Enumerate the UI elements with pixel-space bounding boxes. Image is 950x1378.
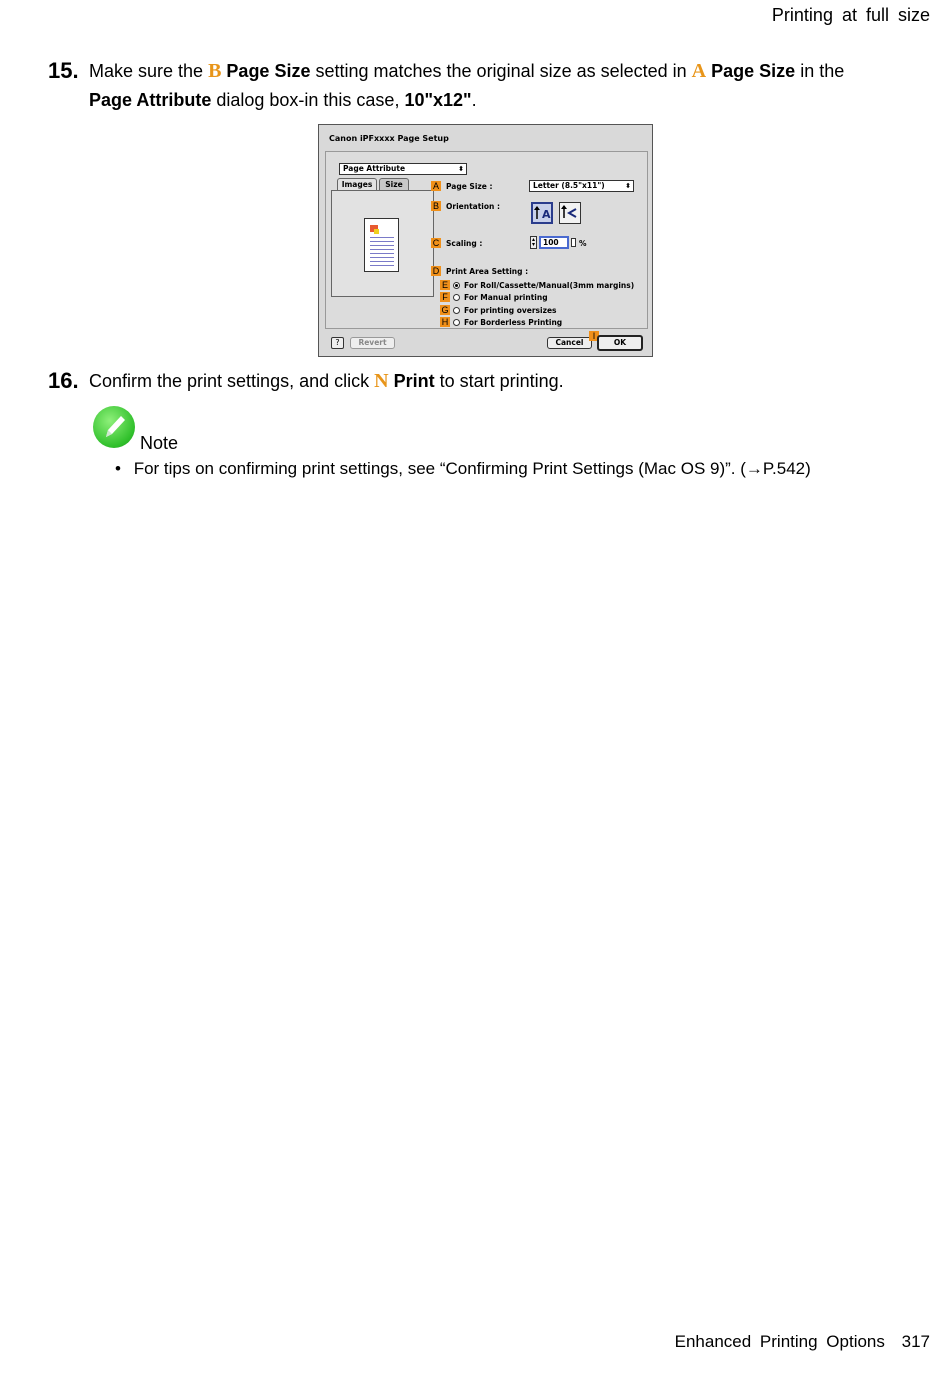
page-size-popup[interactable] <box>529 180 634 192</box>
page-attribute-popup[interactable] <box>339 163 467 175</box>
page-attribute-popup-label: Page Attribute <box>343 164 406 173</box>
preview-line <box>370 265 394 266</box>
step-16-bold-print: Print <box>393 371 435 391</box>
svg-text:A: A <box>542 208 551 221</box>
page-setup-dialog <box>318 124 653 357</box>
preview-line <box>370 237 394 238</box>
badge-b: B <box>432 201 439 211</box>
radio-label-oversizes: For printing oversizes <box>464 306 557 315</box>
step-15-number: 15. <box>48 58 79 83</box>
step-16-number: 16. <box>48 368 79 393</box>
note-item-text: For tips on confirming print settings, see “Confirming Print Settings (Mac OS 9)”. (→P.542) <box>133 459 811 478</box>
orientation-label: Orientation : <box>446 202 500 211</box>
cancel-button[interactable]: Cancel <box>547 337 592 349</box>
scaling-aux <box>571 238 576 247</box>
step-15-bold-size: 10"x12" <box>404 90 472 110</box>
page-footer <box>675 1332 930 1352</box>
revert-button[interactable]: Revert <box>350 337 395 349</box>
radio-borderless-printing[interactable] <box>453 319 460 326</box>
radio-label-roll: For Roll/Cassette/Manual(3mm margins) <box>464 281 635 290</box>
note-pencil-icon <box>93 406 135 448</box>
bullet: • <box>115 459 121 478</box>
marker-a: A <box>691 60 707 82</box>
step-15-text <box>89 57 909 115</box>
scaling-label: Scaling : <box>446 239 483 248</box>
preview-line <box>370 257 394 258</box>
running-header: Printing at full size <box>771 5 930 25</box>
step-15-text-4: dialog box-in this case, <box>211 90 405 110</box>
badge-h: H <box>441 317 449 327</box>
badge-i: I <box>589 331 599 341</box>
scaling-stepper[interactable]: ▴ ▾ <box>531 236 535 248</box>
badge-f: F <box>440 292 450 302</box>
dialog-title: Canon iPFxxxx Page Setup <box>329 134 449 143</box>
step-16-text <box>89 367 909 396</box>
step-15-text-1: Make sure the <box>89 61 209 81</box>
marker-b: B <box>208 60 222 82</box>
page-number: 317 <box>901 1332 930 1351</box>
scaling-input[interactable]: 100 <box>539 236 569 249</box>
step-15-bold-page-size-b: Page Size <box>226 61 311 81</box>
step-15-text-3: in the <box>795 61 845 81</box>
step-15-bold-page-size-a: Page Size <box>711 61 796 81</box>
page-size-value: Letter (8.5"x11") <box>533 181 605 190</box>
preview-line <box>370 253 394 254</box>
marker-n: N <box>374 370 389 392</box>
radio-label-borderless: For Borderless Printing <box>464 318 563 327</box>
step-16-text-2: to start printing. <box>434 371 564 391</box>
popup-arrows-icon: ⬍ <box>458 165 464 173</box>
footer-section: Enhanced Printing Options <box>674 1332 885 1351</box>
orientation-landscape-icon <box>560 203 580 223</box>
radio-roll-cassette-manual[interactable] <box>453 282 460 289</box>
popup-arrows-icon: ⬍ <box>625 182 631 190</box>
preview-line <box>370 245 394 246</box>
step-15-text-2: setting matches the original size as selected in <box>310 61 692 81</box>
ok-button[interactable]: OK <box>597 335 643 351</box>
badge-g: G <box>441 305 449 315</box>
radio-manual-printing[interactable] <box>453 294 460 301</box>
scaling-unit: % <box>579 239 587 248</box>
note-list-item <box>115 459 811 479</box>
page-preview <box>364 218 399 272</box>
help-icon: ? <box>335 338 340 347</box>
note-label: Note <box>140 433 179 453</box>
badge-a: A <box>432 181 439 191</box>
badge-d: D <box>432 266 440 276</box>
tab-size[interactable]: Size <box>379 178 409 190</box>
preview-image-accent <box>374 229 379 234</box>
badge-e: E <box>441 280 448 290</box>
radio-printing-oversizes[interactable] <box>453 307 460 314</box>
badge-c: C <box>432 238 440 248</box>
orientation-landscape-button[interactable] <box>559 202 581 224</box>
orientation-portrait-button[interactable] <box>531 202 553 224</box>
note-pencil-icon-glyph <box>93 406 135 448</box>
step-15-bold-page-attribute: Page Attribute <box>89 90 212 110</box>
help-button[interactable] <box>331 337 344 349</box>
preview-line <box>370 249 394 250</box>
orientation-portrait-icon <box>533 204 551 222</box>
preview-line <box>370 241 394 242</box>
page-size-label: Page Size : <box>446 182 493 191</box>
tab-images[interactable]: Images <box>337 178 377 190</box>
radio-label-manual: For Manual printing <box>464 293 548 302</box>
preview-line <box>370 261 394 262</box>
print-area-label: Print Area Setting : <box>446 267 529 276</box>
step-15-text-5: . <box>471 90 477 110</box>
step-16-text-1: Confirm the print settings, and click <box>89 371 375 391</box>
